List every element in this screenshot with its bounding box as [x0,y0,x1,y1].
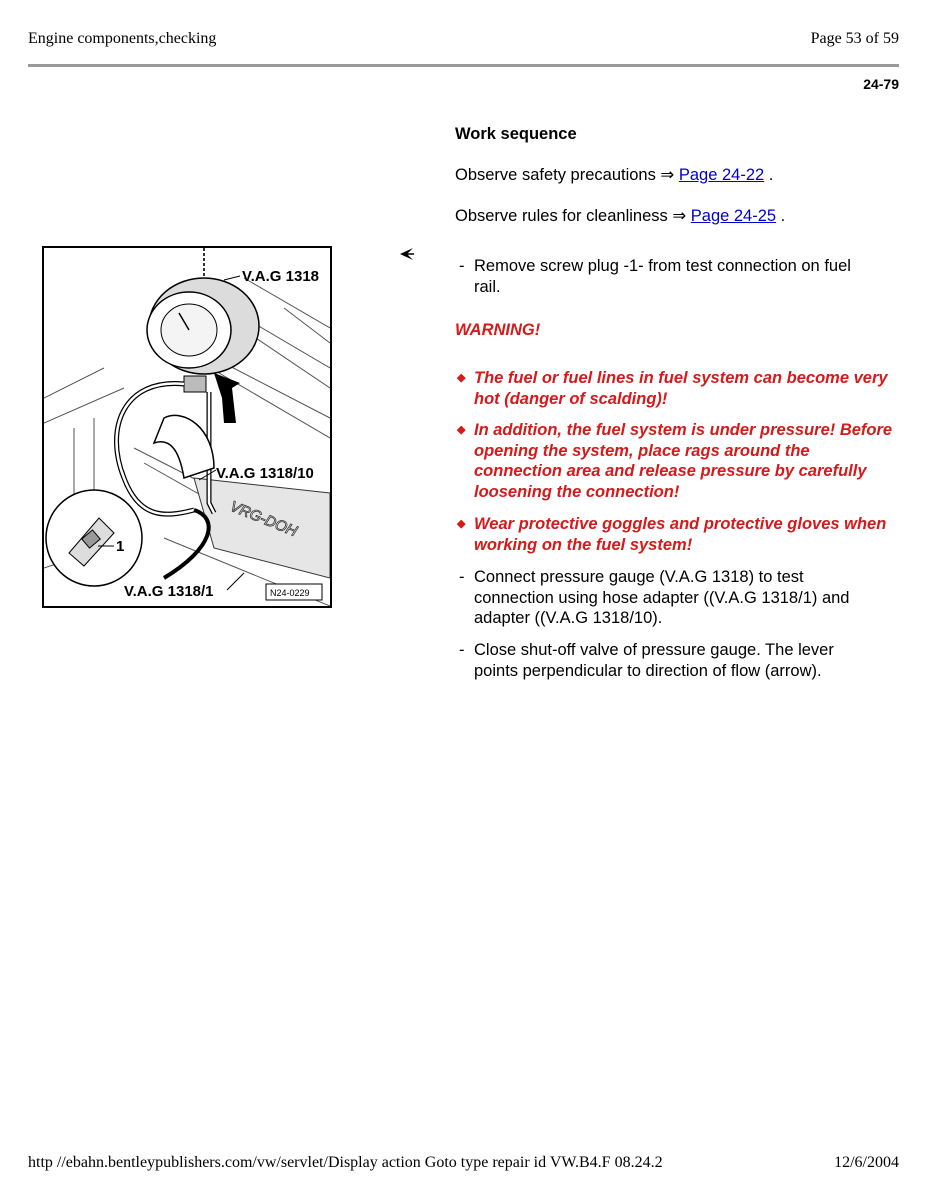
warning-item [455,514,895,555]
step-dash: - [459,641,465,659]
step-text: Close shut-off valve of pressure gauge. The lever points perpendicular to direction of flow (arrow). [474,641,834,680]
step-dash: - [459,568,465,586]
step-close-valve [455,640,875,681]
cleanliness-text: Observe rules for cleanliness ⇒ [455,207,691,225]
diamond-bullet-icon: ◆ [457,424,466,436]
warning-text: In addition, the fuel system is under pressure! Before opening the system, place rags around the connection area and release pressure by carefully loosening the connection! [474,421,893,501]
label-plug: 1 [116,538,125,555]
section-number: 24-79 [863,76,899,92]
footer [28,1154,899,1172]
warning-text: Wear protective goggles and protective gloves when working on the fuel system! [474,515,887,554]
step-text: Remove screw plug -1- from test connection on fuel rail. [474,257,851,296]
warning-item [455,420,895,502]
figure-pointer-icon [398,245,416,263]
cleanliness-suffix: . [776,207,786,225]
step-text: Connect pressure gauge (V.A.G 1318) to test connection using hose adapter ((V.A.G 1318/1) and adapter ((V.A.G 1318/10). [474,568,850,627]
footer-date: 12/6/2004 [834,1154,899,1171]
cleanliness-line [455,206,895,227]
warning-item [455,368,895,409]
diamond-bullet-icon: ◆ [457,372,466,384]
label-gauge: V.A.G 1318 [242,268,319,285]
document-title: Engine components,checking [28,30,217,47]
cleanliness-page-link[interactable]: Page 24-25 [690,207,777,225]
diamond-bullet-icon: ◆ [457,518,466,530]
safety-suffix: . [764,166,774,184]
figure-id: N24-0229 [270,588,310,598]
pressure-gauge-figure [42,246,332,608]
work-sequence-heading: Work sequence [455,125,577,143]
safety-text: Observe safety precautions ⇒ [455,166,679,184]
header-divider [28,64,899,67]
step-connect-gauge [455,567,875,629]
footer-url: http //ebahn.bentleypublishers.com/vw/servlet/Display action Goto type repair id VW.B4.F 08.24.2 [28,1154,663,1171]
engine-illustration [44,248,330,606]
label-adapter: V.A.G 1318/10 [216,465,314,482]
warning-title: WARNING! [455,321,541,339]
warning-text: The fuel or fuel lines in fuel system can become very hot (danger of scalding)! [474,369,888,408]
page-indicator: Page 53 of 59 [810,30,899,47]
step-remove-plug [455,256,875,297]
step-dash: - [459,257,465,275]
label-hose-adapter: V.A.G 1318/1 [124,583,214,600]
safety-page-link[interactable]: Page 24-22 [678,166,765,184]
safety-line [455,165,895,186]
engine-text: VRG-DOH [227,497,300,541]
